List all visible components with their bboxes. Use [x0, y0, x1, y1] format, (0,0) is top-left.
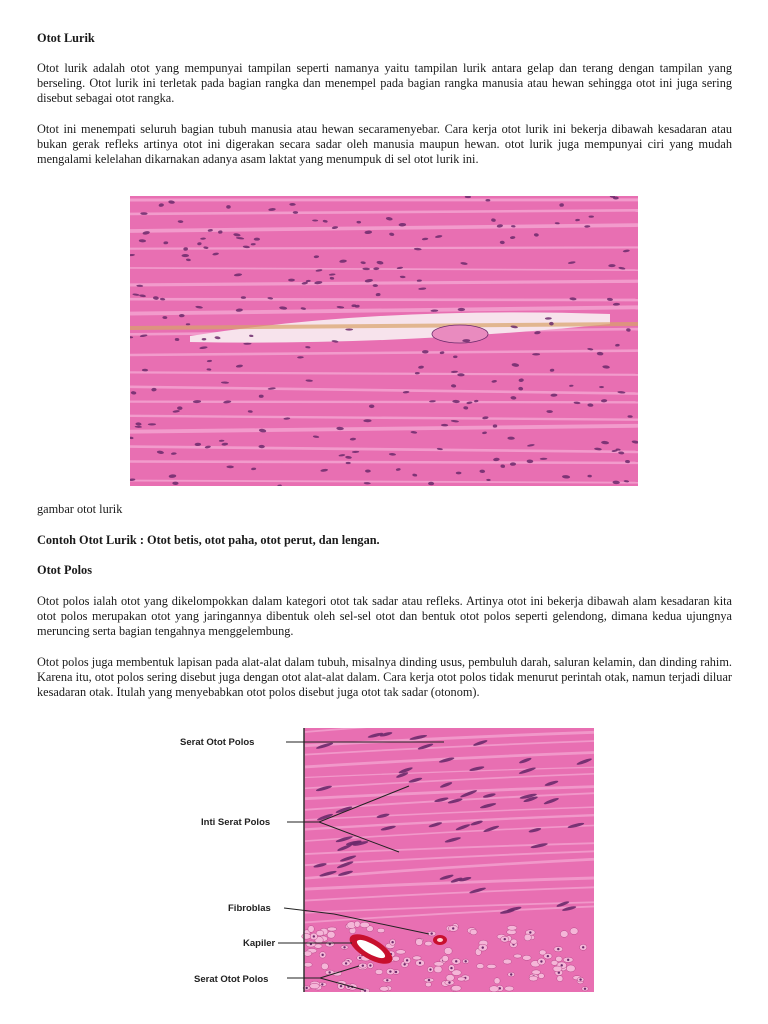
paragraph-polos-function: Otot polos juga membentuk lapisan pada alat-alat dalam tubuh, misalnya dinding usus, pembuluh darah, saluran kelamin, dan dinding rahim. Karena itu, otot polos sering disebut juga dengan otot alat-alat dalam. Cara kerja otot polos tidak menurut perintah otak, namun terjadi diluar kesadaran otak. Itulah yang menyebabkan otot polos disebut juga otot tak sadar (otonom).: [37, 655, 732, 700]
smooth-muscle-image: [174, 728, 594, 992]
striated-muscle-image: [130, 196, 638, 486]
heading-otot-polos: Otot Polos: [37, 563, 92, 577]
paragraph-lurik-function: Otot ini menempati seluruh bagian tubuh manusia atau hewan secaramenyebar. Cara kerja otot lurik ini bekerja dibawah kesadaran atau bukan gerak refleks artinya otot ini digerakan secara sadar oleh manusia maupun hewan. otot lurik juga mempunyai ciri yang mudah mengalami kelelahan dikarnakan adanya asam laktat yang menumpuk di sel otot lurik ini.: [37, 122, 732, 167]
svg-text:Fibroblas: Fibroblas: [228, 903, 271, 914]
svg-text:Serat Otot Polos: Serat Otot Polos: [194, 974, 269, 985]
examples-otot-lurik: Contoh Otot Lurik : Otot betis, otot paha, otot perut, dan lengan.: [37, 533, 380, 547]
heading-otot-lurik: Otot Lurik: [37, 31, 95, 45]
paragraph-lurik-definition: Otot lurik adalah otot yang mempunyai tampilan seperti namanya yaitu tampilan lurik antara gelap dan terang dengan tampilan yang berseling. Otot lurik ini terletak pada bagian rangka dan menempel pada bagian rangka manusia atau hewan sehingga otot ini juga sering disebut sebagai otot rangka.: [37, 61, 732, 106]
svg-text:Kapiler: Kapiler: [243, 938, 276, 949]
svg-text:Inti Serat Polos: Inti Serat Polos: [201, 817, 271, 828]
paragraph-polos-definition: Otot polos ialah otot yang dikelompokkan dalam kategori otot tak sadar atau refleks. Artinya otot ini bekerja dibawah alam kesadaran kita otot polos merupakan otot yang jaringannya dibentuk oleh sel-sel otot dan bentuk otot polos seperti gelendong, dimana kedua ujungnya meruncing serta bagian tengahnya menggelembung.: [37, 594, 732, 639]
caption-otot-lurik: gambar otot lurik: [37, 502, 123, 516]
svg-text:Serat Otot Polos: Serat Otot Polos: [180, 737, 255, 748]
